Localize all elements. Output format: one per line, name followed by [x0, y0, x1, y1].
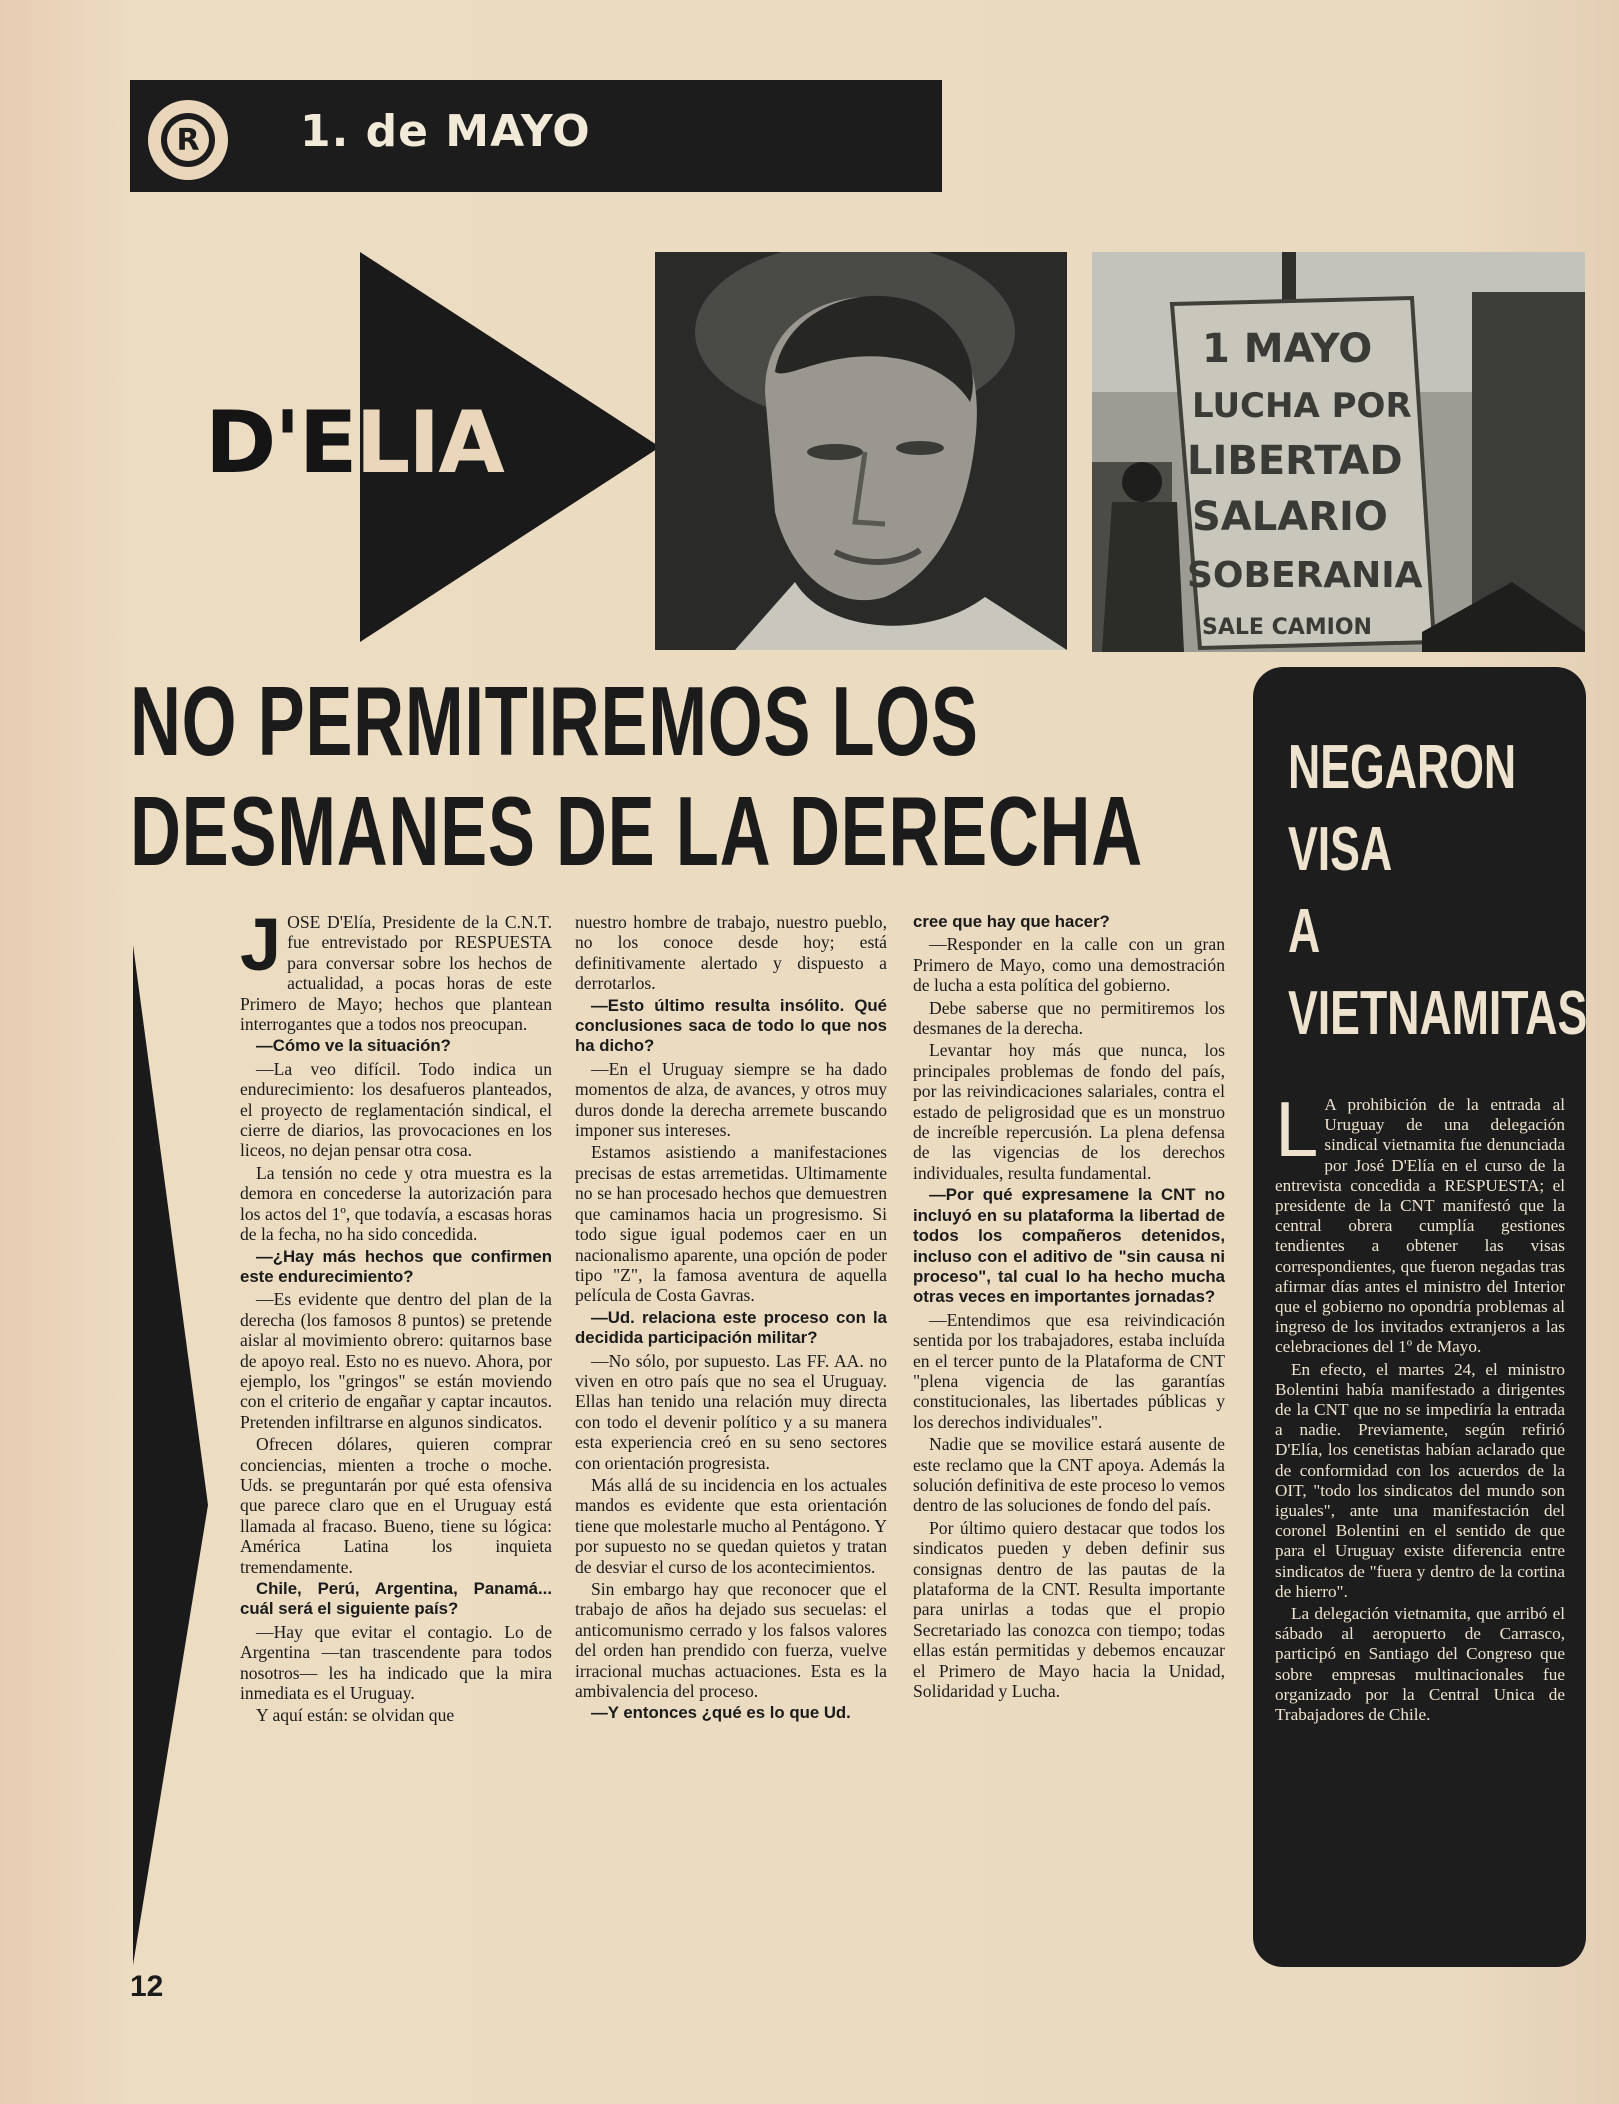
paragraph: nuestro hombre de trabajo, nuestro pueblo, no los conoce desde hoy; está definitivamente alertado y dispuesto a derrotarlos. — [575, 912, 887, 994]
question-paragraph: —Cómo ve la situación? — [256, 1036, 451, 1056]
paragraph: —La veo difícil. Todo indica un endurecimiento: los desafueros planteados, el proyecto de reglamentación sindical, el cierre de diarios, las provocaciones en los liceos, no dejan pensar otra cosa. — [240, 1058, 552, 1161]
question-paragraph: Chile, Perú, Argentina, Panamá... cuál será el siguiente país? — [240, 1579, 552, 1619]
paragraph: Ofrecen dólares, quieren comprar conciencias, mienten a troche o moche. Uds. se preguntarán por qué esta ofensiva que parece claro que en el Uruguay está llamada al fracaso. Bueno, tiene su lógica: América Latina los inquieta tremendamente. — [240, 1434, 552, 1577]
sidebar-title: NEGARON VISA A VIETNAMITAS — [1288, 733, 1588, 1048]
paragraph: Levantar hoy más que nunca, los principales problemas de fondo del país, por las reivindicaciones salariales, contra el estado de peligrosidad que es un monstruo de increíble repercusión. La plena defensa de las vigencias de los derechos individuales, resulta fundamental. — [913, 1040, 1225, 1183]
wedge-graphic — [128, 945, 213, 1965]
headline-line-2: DESMANES DE LA DERECHA — [130, 776, 1143, 886]
sidebar-paragraph: En efecto, el martes 24, el ministro Bolentini había manifestado a dirigentes de la CNT que no se impediría la entrada a nadie. Previamente, según refirió D'Elía, los cenetistas habían aclarado que de conformidad con los acuerdos de la OIT, "todo los sindicatos del mundo son iguales", ante una manifestación del coronel Bolentini en el sentido de que para el Uruguay existe diferencia entre sindicatos de "fuera y dentro de la cortina de hierro". — [1275, 1359, 1565, 1601]
respuesta-logo — [148, 100, 228, 180]
svg-text:LUCHA POR: LUCHA POR — [1192, 386, 1412, 426]
svg-text:LIBERTAD: LIBERTAD — [1187, 438, 1403, 484]
svg-text:1 MAYO: 1 MAYO — [1202, 326, 1373, 372]
svg-text:SALARIO: SALARIO — [1192, 494, 1388, 540]
question-paragraph: —¿Hay más hechos que confirmen este endurecimiento? — [240, 1246, 552, 1286]
sidebar-paragraph: A prohibición de la entrada al Uruguay de una delegación sindical vietnamita fue denunciada por José D'Elía en el curso de la entrevista concedida a RESPUESTA; el presidente de la CNT manifestó que la central obrera cumplía gestiones tendientes a obtener las visas correspondientes, que fueron negadas tras afirmar días antes el ministro del Interior que el gobierno no opondría problemas al ingreso de los invitados extranjeros a las celebraciones del 1º de Mayo. — [1275, 1095, 1565, 1357]
paragraph: —Entendimos que esa reivindicación sentida por los trabajadores, estaba incluída en el tercer punto de la Plataforma de CNT "plena vigencia de las garantías constitucionales, las libertades públicas y los derechos individuales". — [913, 1309, 1225, 1432]
svg-text:SOBERANIA: SOBERANIA — [1187, 555, 1423, 596]
question-paragraph: —Ud. relaciona este proceso con la decidida participación militar? — [575, 1307, 887, 1348]
paragraph: Más allá de su incidencia en los actuales mandos es evidente que esta orientación tiene que molestarle mucho al Pentágono. Y por supuesto no se quedan quietos y tratan de desviar el curso de los acontecimientos. — [575, 1474, 887, 1577]
article-dropcap: J — [240, 903, 282, 986]
article-column-2 — [575, 912, 887, 1726]
paragraph: —Hay que evitar el contagio. Lo de Argentina —tan trascendente para todos nosotros— les ha indicado que la mira inmediata es el Uruguay. — [240, 1621, 552, 1704]
question-paragraph: —Y entonces ¿qué es lo que Ud. — [591, 1703, 851, 1723]
page-number: 12 — [130, 1970, 164, 2003]
question-paragraph: —Por qué expresamene la CNT no incluyó en su plataforma la libertad de todos los compañeros detenidos, incluso con el aditivo de "sin causa ni proceso", tal cual lo ha hecho mucha otras veces en importantes jornadas? — [913, 1185, 1225, 1307]
interviewee-name — [205, 393, 503, 493]
demonstration-photo — [1092, 252, 1585, 652]
paragraph: Nadie que se movilice estará ausente de este reclamo que la CNT apoya. Además la solución definitiva de este proceso lo vemos dentro de las soluciones de fondo del país. — [913, 1434, 1225, 1516]
paragraph: Debe saberse que no permitiremos los desmanes de la derecha. — [913, 997, 1225, 1039]
article-column-1 — [240, 903, 552, 1728]
sidebar-dropcap: L — [1275, 1085, 1319, 1173]
paragraph: Y aquí están: se olvidan que — [256, 1705, 455, 1726]
gear-logo-icon — [148, 100, 228, 180]
headline-line-1: NO PERMITIREMOS LOS — [130, 666, 979, 776]
portrait-photo — [655, 252, 1067, 650]
question-paragraph: —Esto último resulta insólito. Qué conclusiones saca de todo lo que nos ha dicho? — [575, 995, 887, 1056]
article-column-3 — [913, 912, 1225, 1703]
sidebar-box — [1253, 667, 1586, 1967]
paragraph: La tensión no cede y otra muestra es la demora en concederse la autorización para los actos del 1º, que todavía, a escasas horas de la fecha, no ha sido concedida. — [240, 1162, 552, 1245]
logo-letter: R — [176, 123, 200, 158]
question-paragraph: cree que hay que hacer? — [913, 912, 1110, 931]
paragraph: Sin embargo hay que reconocer que el trabajo de años ha dejado sus secuelas: el anticomunismo cerrado y los falsos valores del orden han prendido con fuerza, vuelve irracional muchas actuaciones. Esta es la ambivalencia del proceso. — [575, 1579, 887, 1702]
sidebar-body — [1275, 1085, 1565, 1727]
paragraph: Estamos asistiendo a manifestaciones precisas de estas arremetidas. Ultimamente no se han procesado hechos que demuestren que caminamos hacia un progresismo. Si todo sigue igual podemos caer en un nacionalismo aparente, una opción de poder tipo "Z", la famosa aventura de aquella película de Costa Gavras. — [575, 1142, 887, 1306]
paragraph: —Es evidente que dentro del plan de la derecha (los famosos 8 puntos) se pretende aislar al movimiento obrero: quitarnos base de apoyo real. Esto no es nuevo. Ahora, por ejemplo, los "gringos" se están moviendo con el criterio de engañar y captar incautos. Pretenden infiltrarse en algunos sindicatos. — [240, 1289, 552, 1432]
name-part-2: LIA — [355, 393, 503, 493]
paragraph: —Responder en la calle con un gran Primero de Mayo, como una demostración de lucha a esta política del gobierno. — [913, 934, 1225, 996]
svg-text:SALE CAMION: SALE CAMION — [1202, 615, 1372, 640]
section-title: 1. de MAYO — [300, 106, 591, 157]
paragraph: —No sólo, por supuesto. Las FF. AA. no viven en otro país que no sea el Uruguay. Ellas han tenido una relación muy directa con todo el devenir político y a su manera esta experiencia creó en su seno sectores con orientación progresista. — [575, 1350, 887, 1473]
sidebar-paragraph: La delegación vietnamita, que arribó el sábado al aeropuerto de Carrasco, participó en Santiago del Congreso que sobre empresas multinacionales fue organizado por la Central Unica de Trabajadores de Chile. — [1275, 1604, 1565, 1725]
paragraph: OSE D'Elía, Presidente de la C.N.T. fue entrevistado por RESPUESTA para conversar sobre los hechos de actualidad, a pocas horas de este Primero de Mayo; hechos que plantean interrogantes que a todos nos preocupan. — [240, 912, 552, 1035]
name-part-1: D'E — [205, 393, 356, 493]
paragraph: Por último quiero destacar que todos los sindicatos pueden y deben definir sus consignas dentro de las pautas de la plataforma de la CNT. Resulta importante para unirlas a todas que el propio Secretariado las conozca con tiempo; todas ellas están permitidas y debemos encauzar el Primero de Mayo hacia la Unidad, Solidaridad y Lucha. — [913, 1517, 1225, 1702]
paragraph: —En el Uruguay siempre se ha dado momentos de alza, de avances, y otros muy duros donde la derecha arremete buscando imponer sus intereses. — [575, 1058, 887, 1141]
